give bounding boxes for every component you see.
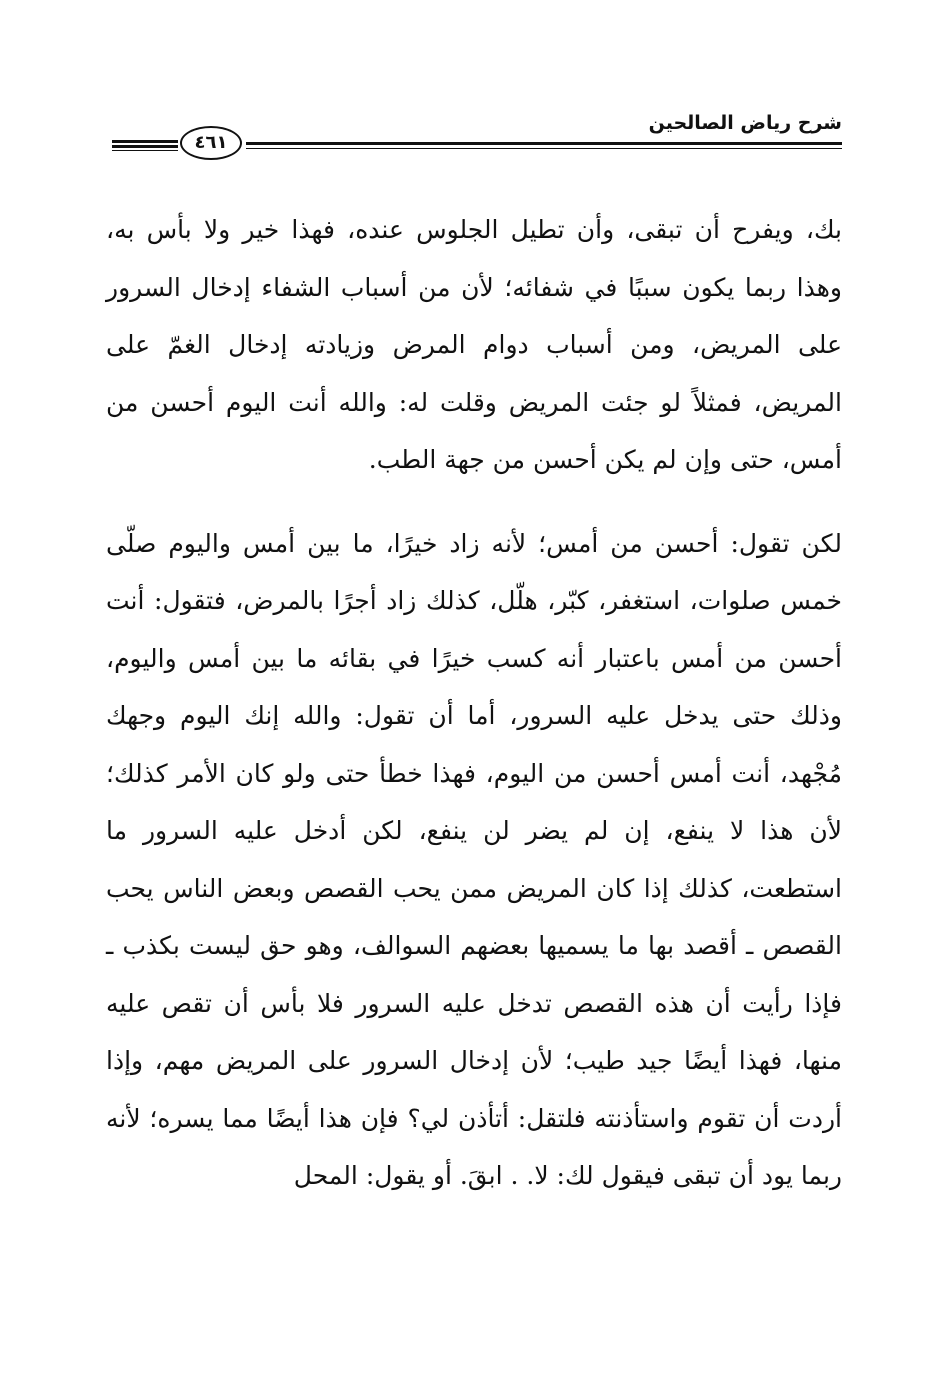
header-rule-left <box>112 140 178 143</box>
paragraph-1: بك، ويفرح أن تبقى، وأن تطيل الجلوس عنده، فهذا خير ولا بأس به، وهذا ربما يكون سببًا في شفائه؛ لأن من أسباب الشفاء إدخال السرور على المريض، ومن أسباب دوام المرض وزيادته إدخال الغمّ على المريض، فمثلاً لو جئت المريض وقلت له: والله أنت اليوم أحسن من أمس، حتى وإن لم يكن أحسن من جهة الطب. <box>106 215 842 474</box>
running-header <box>112 108 842 160</box>
page-number: ٤٦١ <box>180 126 242 160</box>
header-rule-thin <box>246 148 842 149</box>
header-rule-left-second <box>112 145 178 148</box>
header-rule-left-third <box>112 150 178 151</box>
header-rule <box>246 142 842 145</box>
paragraph-2: لكن تقول: أحسن من أمس؛ لأنه زاد خيرًا، ما بين أمس واليوم صلّى خمس صلوات، استغفر، كبّر، هلّل، كذلك زاد أجرًا بالمرض، فتقول: أنت أحسن من أمس باعتبار أنه كسب خيرًا في بقائه ما بين أمس واليوم، وذلك حتى يدخل عليه السرور، أما أن تقول: والله إنك اليوم وجهك مُجْهد، أنت أمس أحسن من اليوم، فهذا خطأ حتى ولو كان الأمر كذلك؛ لأن هذا لا ينفع، إن لم يضر لن ينفع، لكن أدخل عليه السرور ما استطعت، كذلك إذا كان المريض ممن يحب القصص وبعض الناس يحب القصص ـ أقصد بها ما يسميها بعضهم السوالف، وهو حق ليست بكذب ـ فإذا رأيت أن هذه القصص تدخل عليه السرور فلا بأس أن تقص عليه منها، فهذا أيضًا جيد طيب؛ لأن إدخال السرور على المريض مهم، وإذا أردت أن تقوم واستأذنته فلتقل: أتأذن لي؟ فإن هذا أيضًا مما يسره؛ لأنه ربما يود أن تبقى فيقول لك: لا. . ابقَ. أو يقول: المحل <box>106 528 842 1190</box>
page-body <box>106 201 842 1205</box>
book-title: شرح رياض الصالحين <box>648 112 842 134</box>
